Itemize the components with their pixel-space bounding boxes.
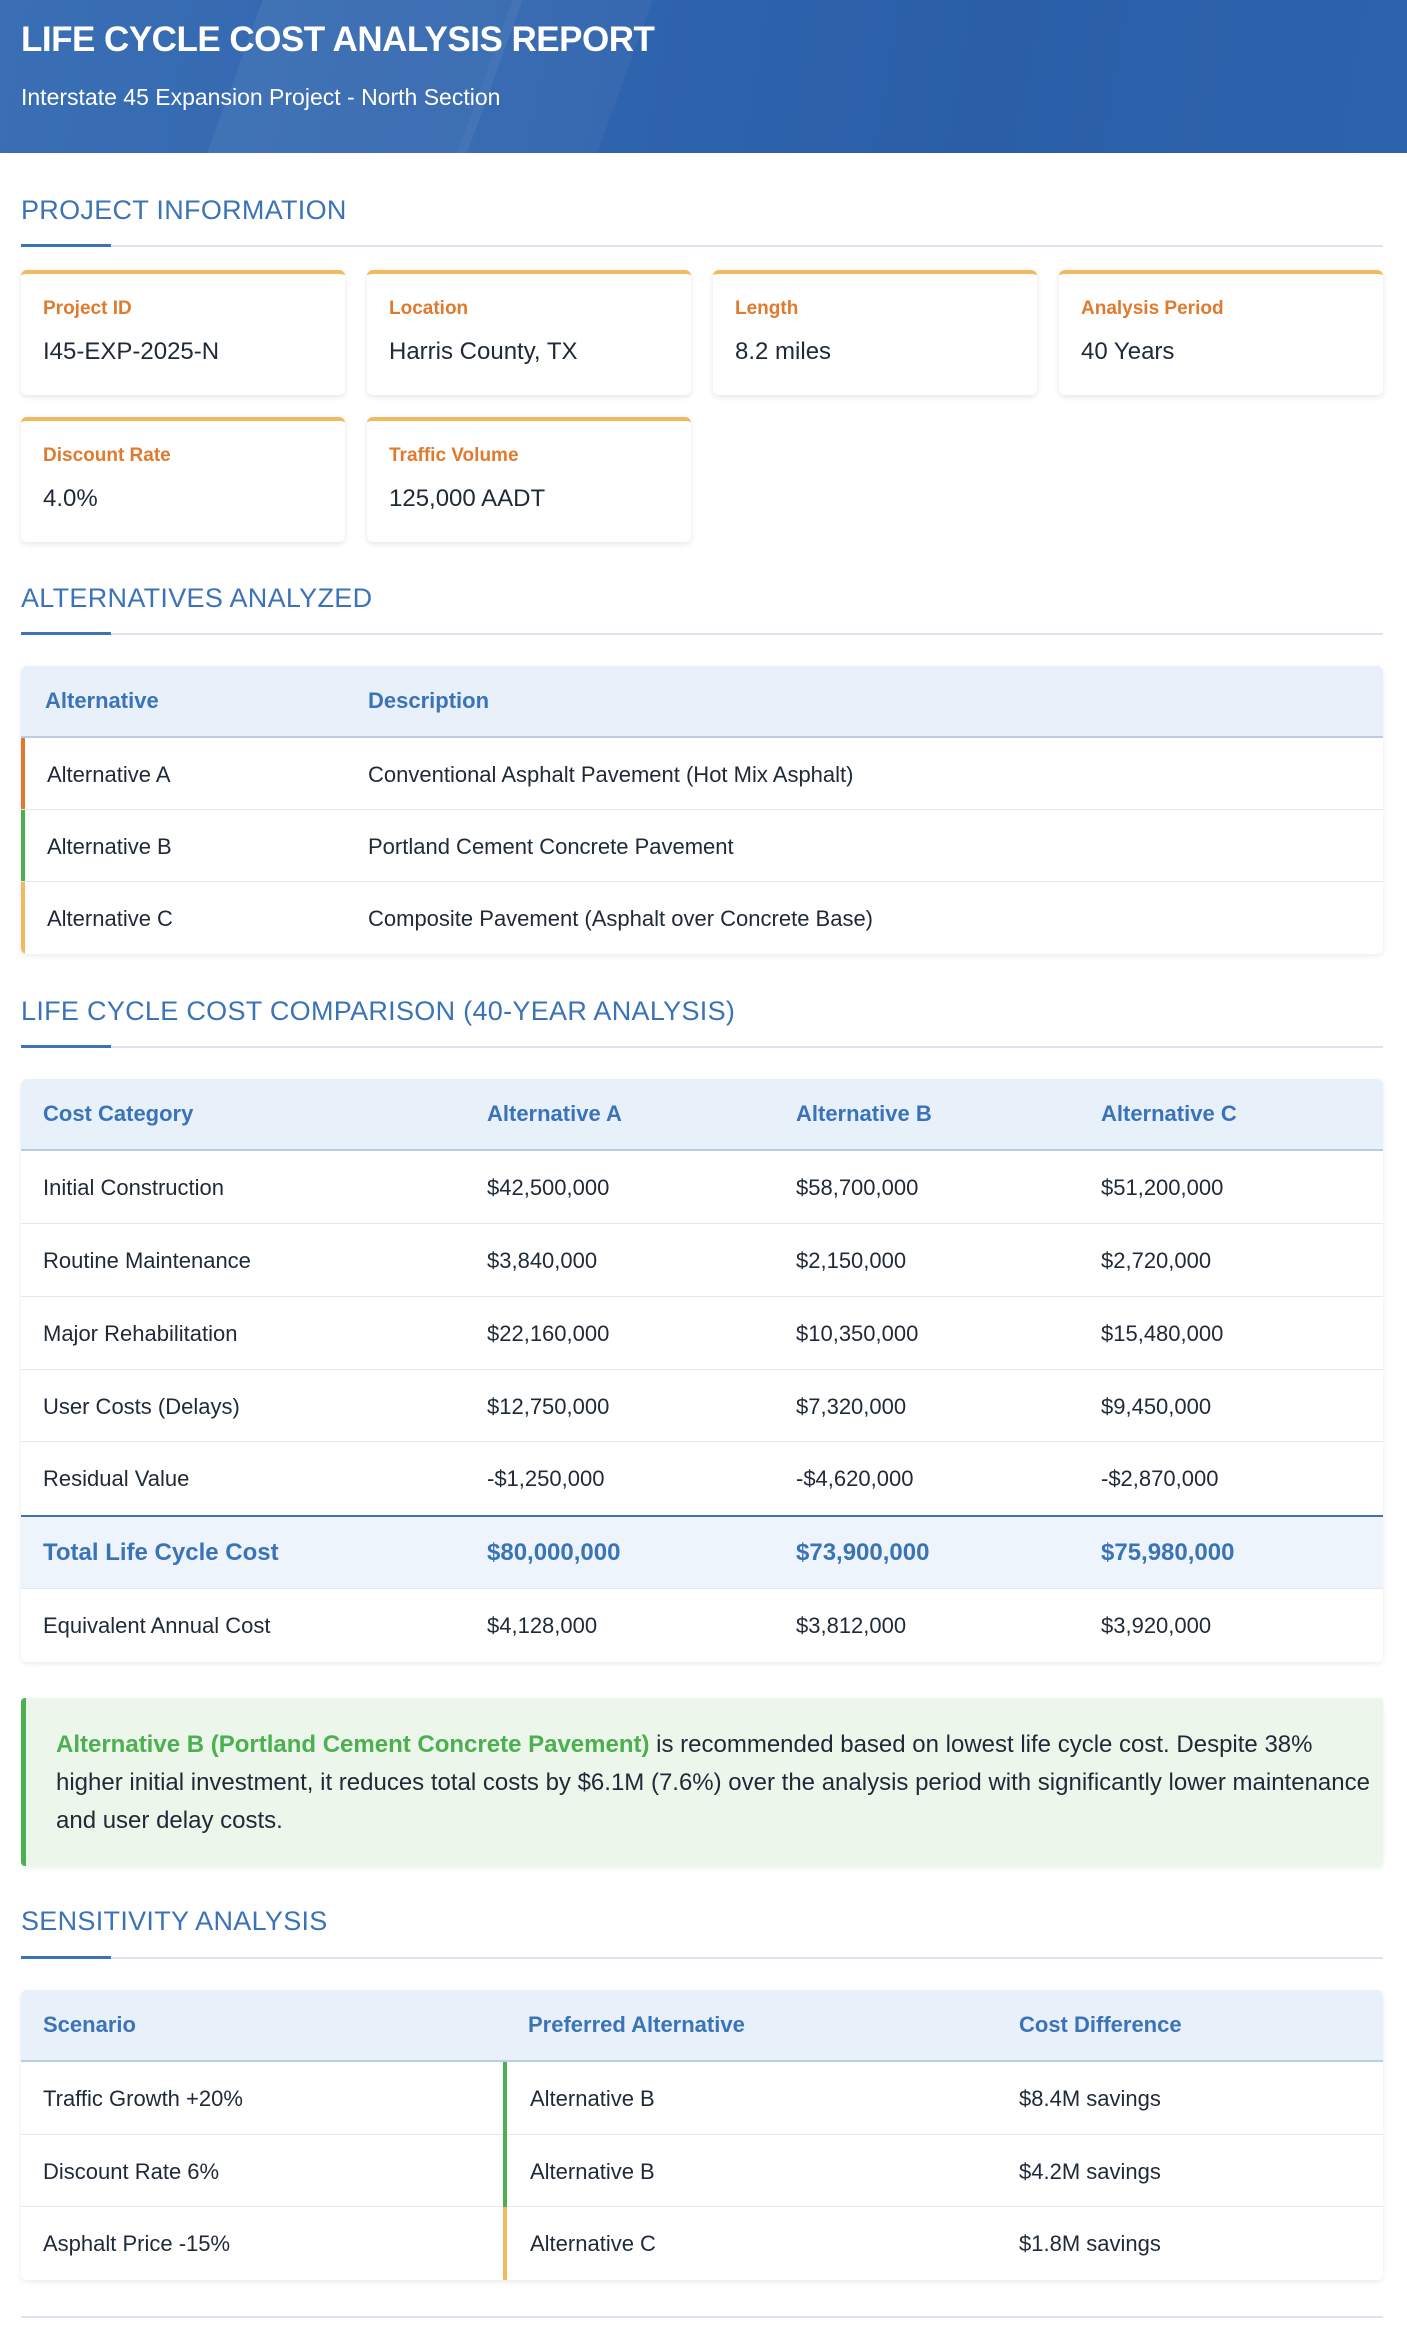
table-header — [21, 1990, 1383, 2062]
section-divider — [21, 245, 1383, 247]
alternative-a-marker — [21, 738, 25, 809]
cost-value-b: -$4,620,000 — [796, 1466, 914, 1491]
cost-category: Major Rehabilitation — [43, 1321, 238, 1346]
comparison-title: LIFE CYCLE COST COMPARISON (40-YEAR ANALYSIS) — [21, 996, 736, 1026]
report-subtitle: Interstate 45 Expansion Project - North Section — [21, 84, 501, 110]
cost-value-c: $15,480,000 — [1101, 1321, 1224, 1346]
info-card-length — [713, 270, 1037, 395]
annual-value-c: $3,920,000 — [1101, 1613, 1212, 1638]
cost-difference: $4.2M savings — [1019, 2159, 1161, 2184]
cost-value-a: $42,500,000 — [487, 1175, 610, 1200]
cost-value-a: $22,160,000 — [487, 1321, 610, 1346]
total-label: Total Life Cycle Cost — [43, 1539, 279, 1566]
total-value-a: $80,000,000 — [487, 1539, 621, 1566]
preferred-alternative: Alternative B — [530, 2159, 655, 2184]
info-card-discount-rate — [21, 417, 345, 542]
table-row — [21, 2207, 1383, 2280]
cost-value-a: $12,750,000 — [487, 1394, 610, 1419]
recommendation-highlight: Alternative B (Portland Cement Concrete Pavement) — [56, 1731, 650, 1758]
column-header: Alternative A — [487, 1101, 622, 1126]
info-card-label: Analysis Period — [1081, 298, 1224, 319]
column-header: Cost Category — [43, 1101, 194, 1126]
info-card-project-id — [21, 270, 345, 395]
preferred-marker — [503, 2207, 507, 2280]
alternative-name: Alternative B — [47, 834, 172, 859]
cost-value-a: $3,840,000 — [487, 1248, 598, 1273]
annual-label: Equivalent Annual Cost — [43, 1613, 271, 1638]
column-header: Alternative C — [1101, 1101, 1237, 1126]
column-header: Alternative B — [796, 1101, 932, 1126]
annual-value-b: $3,812,000 — [796, 1613, 907, 1638]
info-card-value: 4.0% — [43, 485, 98, 512]
column-header: Scenario — [43, 2012, 136, 2037]
cost-value-b: $7,320,000 — [796, 1394, 907, 1419]
section-divider — [21, 1046, 1383, 1048]
total-value-b: $73,900,000 — [796, 1539, 930, 1566]
preferred-marker — [503, 2062, 507, 2135]
alternative-name: Alternative C — [47, 906, 173, 931]
info-card-label: Traffic Volume — [389, 445, 519, 466]
recommendation-text — [56, 1726, 1376, 1840]
info-card-label: Location — [389, 298, 469, 319]
cost-difference: $8.4M savings — [1019, 2086, 1161, 2111]
alternatives-table — [21, 666, 1383, 954]
cost-category: Routine Maintenance — [43, 1248, 251, 1273]
alternative-description: Conventional Asphalt Pavement (Hot Mix Asphalt) — [368, 762, 854, 787]
table-row — [21, 1370, 1383, 1442]
alternative-name: Alternative A — [47, 762, 171, 787]
info-card-traffic-volume — [367, 417, 691, 542]
project-info-title: PROJECT INFORMATION — [21, 195, 347, 225]
cost-value-b: $2,150,000 — [796, 1248, 907, 1273]
column-header: Alternative — [45, 688, 159, 713]
annual-cost-row — [21, 1589, 1383, 1662]
total-value-c: $75,980,000 — [1101, 1539, 1235, 1566]
preferred-marker — [503, 2135, 507, 2207]
table-row — [21, 1151, 1383, 1224]
sensitivity-title: SENSITIVITY ANALYSIS — [21, 1906, 328, 1936]
cost-value-c: $9,450,000 — [1101, 1394, 1212, 1419]
recommendation-box — [21, 1698, 1383, 1866]
section-divider — [21, 1957, 1383, 1959]
scenario: Discount Rate 6% — [43, 2159, 220, 2184]
scenario: Asphalt Price -15% — [43, 2231, 231, 2256]
info-card-label: Project ID — [43, 298, 132, 319]
cost-value-c: -$2,870,000 — [1101, 1466, 1219, 1491]
alternative-description: Composite Pavement (Asphalt over Concrete Base) — [368, 906, 874, 931]
cost-value-c: $51,200,000 — [1101, 1175, 1224, 1200]
table-row — [21, 810, 1383, 882]
column-header: Preferred Alternative — [528, 2012, 745, 2037]
annual-value-a: $4,128,000 — [487, 1613, 598, 1638]
total-row — [21, 1515, 1383, 1589]
cost-comparison-table — [21, 1079, 1383, 1662]
table-row — [21, 882, 1383, 954]
alternative-c-marker — [21, 882, 25, 954]
info-card-value: I45-EXP-2025-N — [43, 338, 220, 365]
column-header: Description — [368, 688, 490, 713]
info-card-value: 40 Years — [1081, 338, 1175, 365]
table-row — [21, 1224, 1383, 1297]
report-header — [0, 0, 1407, 153]
report-title: LIFE CYCLE COST ANALYSIS REPORT — [21, 20, 655, 59]
table-row — [21, 1297, 1383, 1370]
cost-value-b: $58,700,000 — [796, 1175, 919, 1200]
info-card-label: Length — [735, 298, 799, 319]
column-header: Cost Difference — [1019, 2012, 1182, 2037]
sensitivity-table — [21, 1990, 1383, 2280]
table-header — [21, 666, 1383, 738]
cost-value-a: -$1,250,000 — [487, 1466, 605, 1491]
cost-category: User Costs (Delays) — [43, 1394, 240, 1419]
recommendation-body: is recommended based on lowest life cycle cost. Despite 38% higher initial investment, it reduces total costs by $6.1M (7.6%) over the analysis period with significantly lower maintenance and user delay costs. — [56, 1731, 1370, 1834]
info-card-label: Discount Rate — [43, 445, 171, 466]
info-card-analysis-period — [1059, 270, 1383, 395]
table-row — [21, 1442, 1383, 1515]
scenario: Traffic Growth +20% — [43, 2086, 243, 2111]
section-divider — [21, 633, 1383, 635]
preferred-alternative: Alternative B — [530, 2086, 655, 2111]
cost-category: Residual Value — [43, 1466, 190, 1491]
cost-category: Initial Construction — [43, 1175, 224, 1200]
table-row — [21, 738, 1383, 810]
info-card-value: Harris County, TX — [389, 338, 578, 365]
footer-divider — [21, 2316, 1383, 2318]
cost-value-c: $2,720,000 — [1101, 1248, 1212, 1273]
table-row — [21, 2062, 1383, 2135]
info-card-value: 8.2 miles — [735, 338, 832, 365]
table-row — [21, 2135, 1383, 2207]
alternative-b-marker — [21, 810, 25, 881]
info-card-value: 125,000 AADT — [389, 485, 546, 512]
alternative-description: Portland Cement Concrete Pavement — [368, 834, 734, 859]
info-card-location — [367, 270, 691, 395]
preferred-alternative: Alternative C — [530, 2231, 656, 2256]
alternatives-title: ALTERNATIVES ANALYZED — [21, 583, 373, 613]
cost-difference: $1.8M savings — [1019, 2231, 1161, 2256]
table-header — [21, 1079, 1383, 1151]
cost-value-b: $10,350,000 — [796, 1321, 919, 1346]
